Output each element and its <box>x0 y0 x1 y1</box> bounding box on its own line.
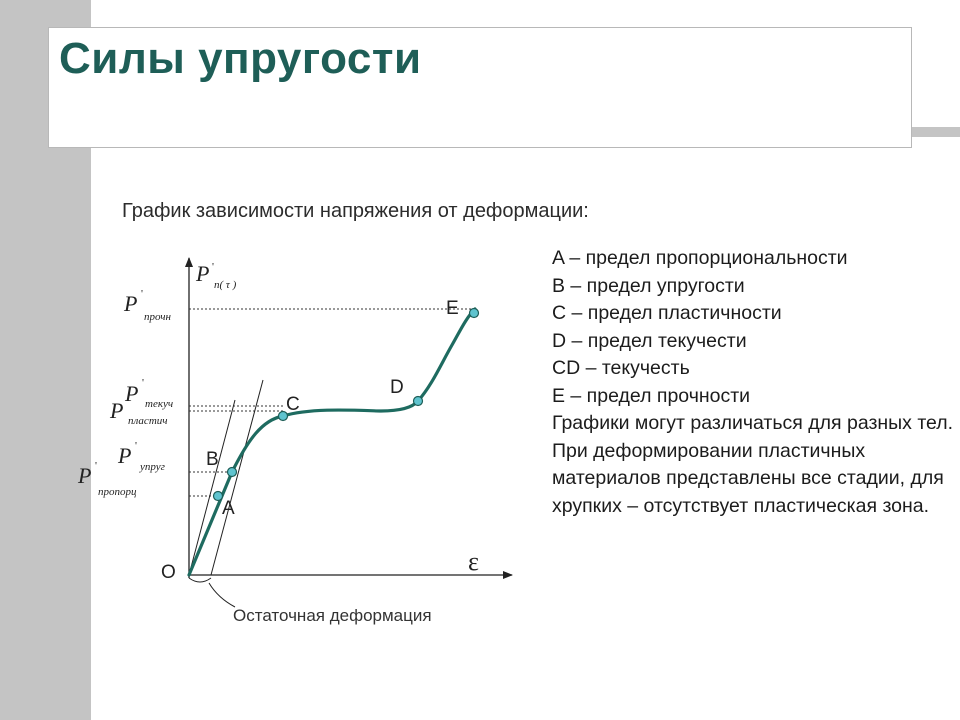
p-uprug-symbol: P <box>118 443 132 468</box>
p-proporc-symbol: P <box>78 463 92 488</box>
p-plastich-subscript: пластич <box>128 415 168 427</box>
p-prochn-subscript: прочн <box>144 311 171 323</box>
legend-item-a: A – предел пропорциональности <box>552 247 848 269</box>
point-a-label: A <box>222 498 235 519</box>
p-tekuch-symbol: P <box>125 381 139 406</box>
residual-deformation-label: Остаточная деформация <box>233 606 432 625</box>
residual-bracket <box>189 578 211 582</box>
graph-subtitle: График зависимости напряжения от деформации: <box>122 200 589 222</box>
residual-pointer <box>209 583 235 607</box>
legend-item-d: D – предел текучести <box>552 329 747 352</box>
p-tekuch-prime: ' <box>142 377 144 389</box>
p-proporc-prime: ' <box>95 460 97 472</box>
p-uprug-subscript: упруг <box>140 461 165 473</box>
legend-item-e: E – предел прочности <box>552 384 751 407</box>
stress-strain-curve <box>189 309 475 575</box>
point-d-label: D <box>390 377 404 398</box>
legend-item-cd: CD – текучесть <box>552 357 690 379</box>
offset-line-upper <box>211 380 263 575</box>
p-plastich-symbol: P <box>110 398 124 423</box>
p-prochn-prime: ' <box>141 288 143 300</box>
point-b-marker <box>228 468 237 477</box>
x-axis-symbol: ε <box>468 547 479 576</box>
p-tekuch-subscript: текуч <box>145 398 174 410</box>
point-e-label: E <box>446 298 459 319</box>
point-b-label: B <box>206 449 219 470</box>
legend-item-c: C – предел пластичности <box>552 302 782 324</box>
legend-item-b: B – предел упругости <box>552 274 745 297</box>
page-title: Силы упругости <box>59 34 422 83</box>
y-axis-symbol: P <box>196 261 210 286</box>
point-d-marker <box>414 397 423 406</box>
offset-line-lower <box>189 400 235 575</box>
y-axis-prime: ' <box>212 261 214 273</box>
p-uprug-prime: ' <box>135 440 137 452</box>
origin-label: O <box>161 562 176 583</box>
legend-description: Графики могут различаться для разных тел. При деформировании пластичных материалов представлены все стадии, для хрупких – отсутствует пластическая зона. <box>552 412 954 517</box>
p-proporc-subscript: пропорц <box>98 486 137 498</box>
point-c-label: C <box>286 394 300 415</box>
y-axis-subscript: n( τ ) <box>214 279 237 291</box>
p-prochn-symbol: P <box>124 291 138 316</box>
point-e-marker <box>470 309 479 318</box>
